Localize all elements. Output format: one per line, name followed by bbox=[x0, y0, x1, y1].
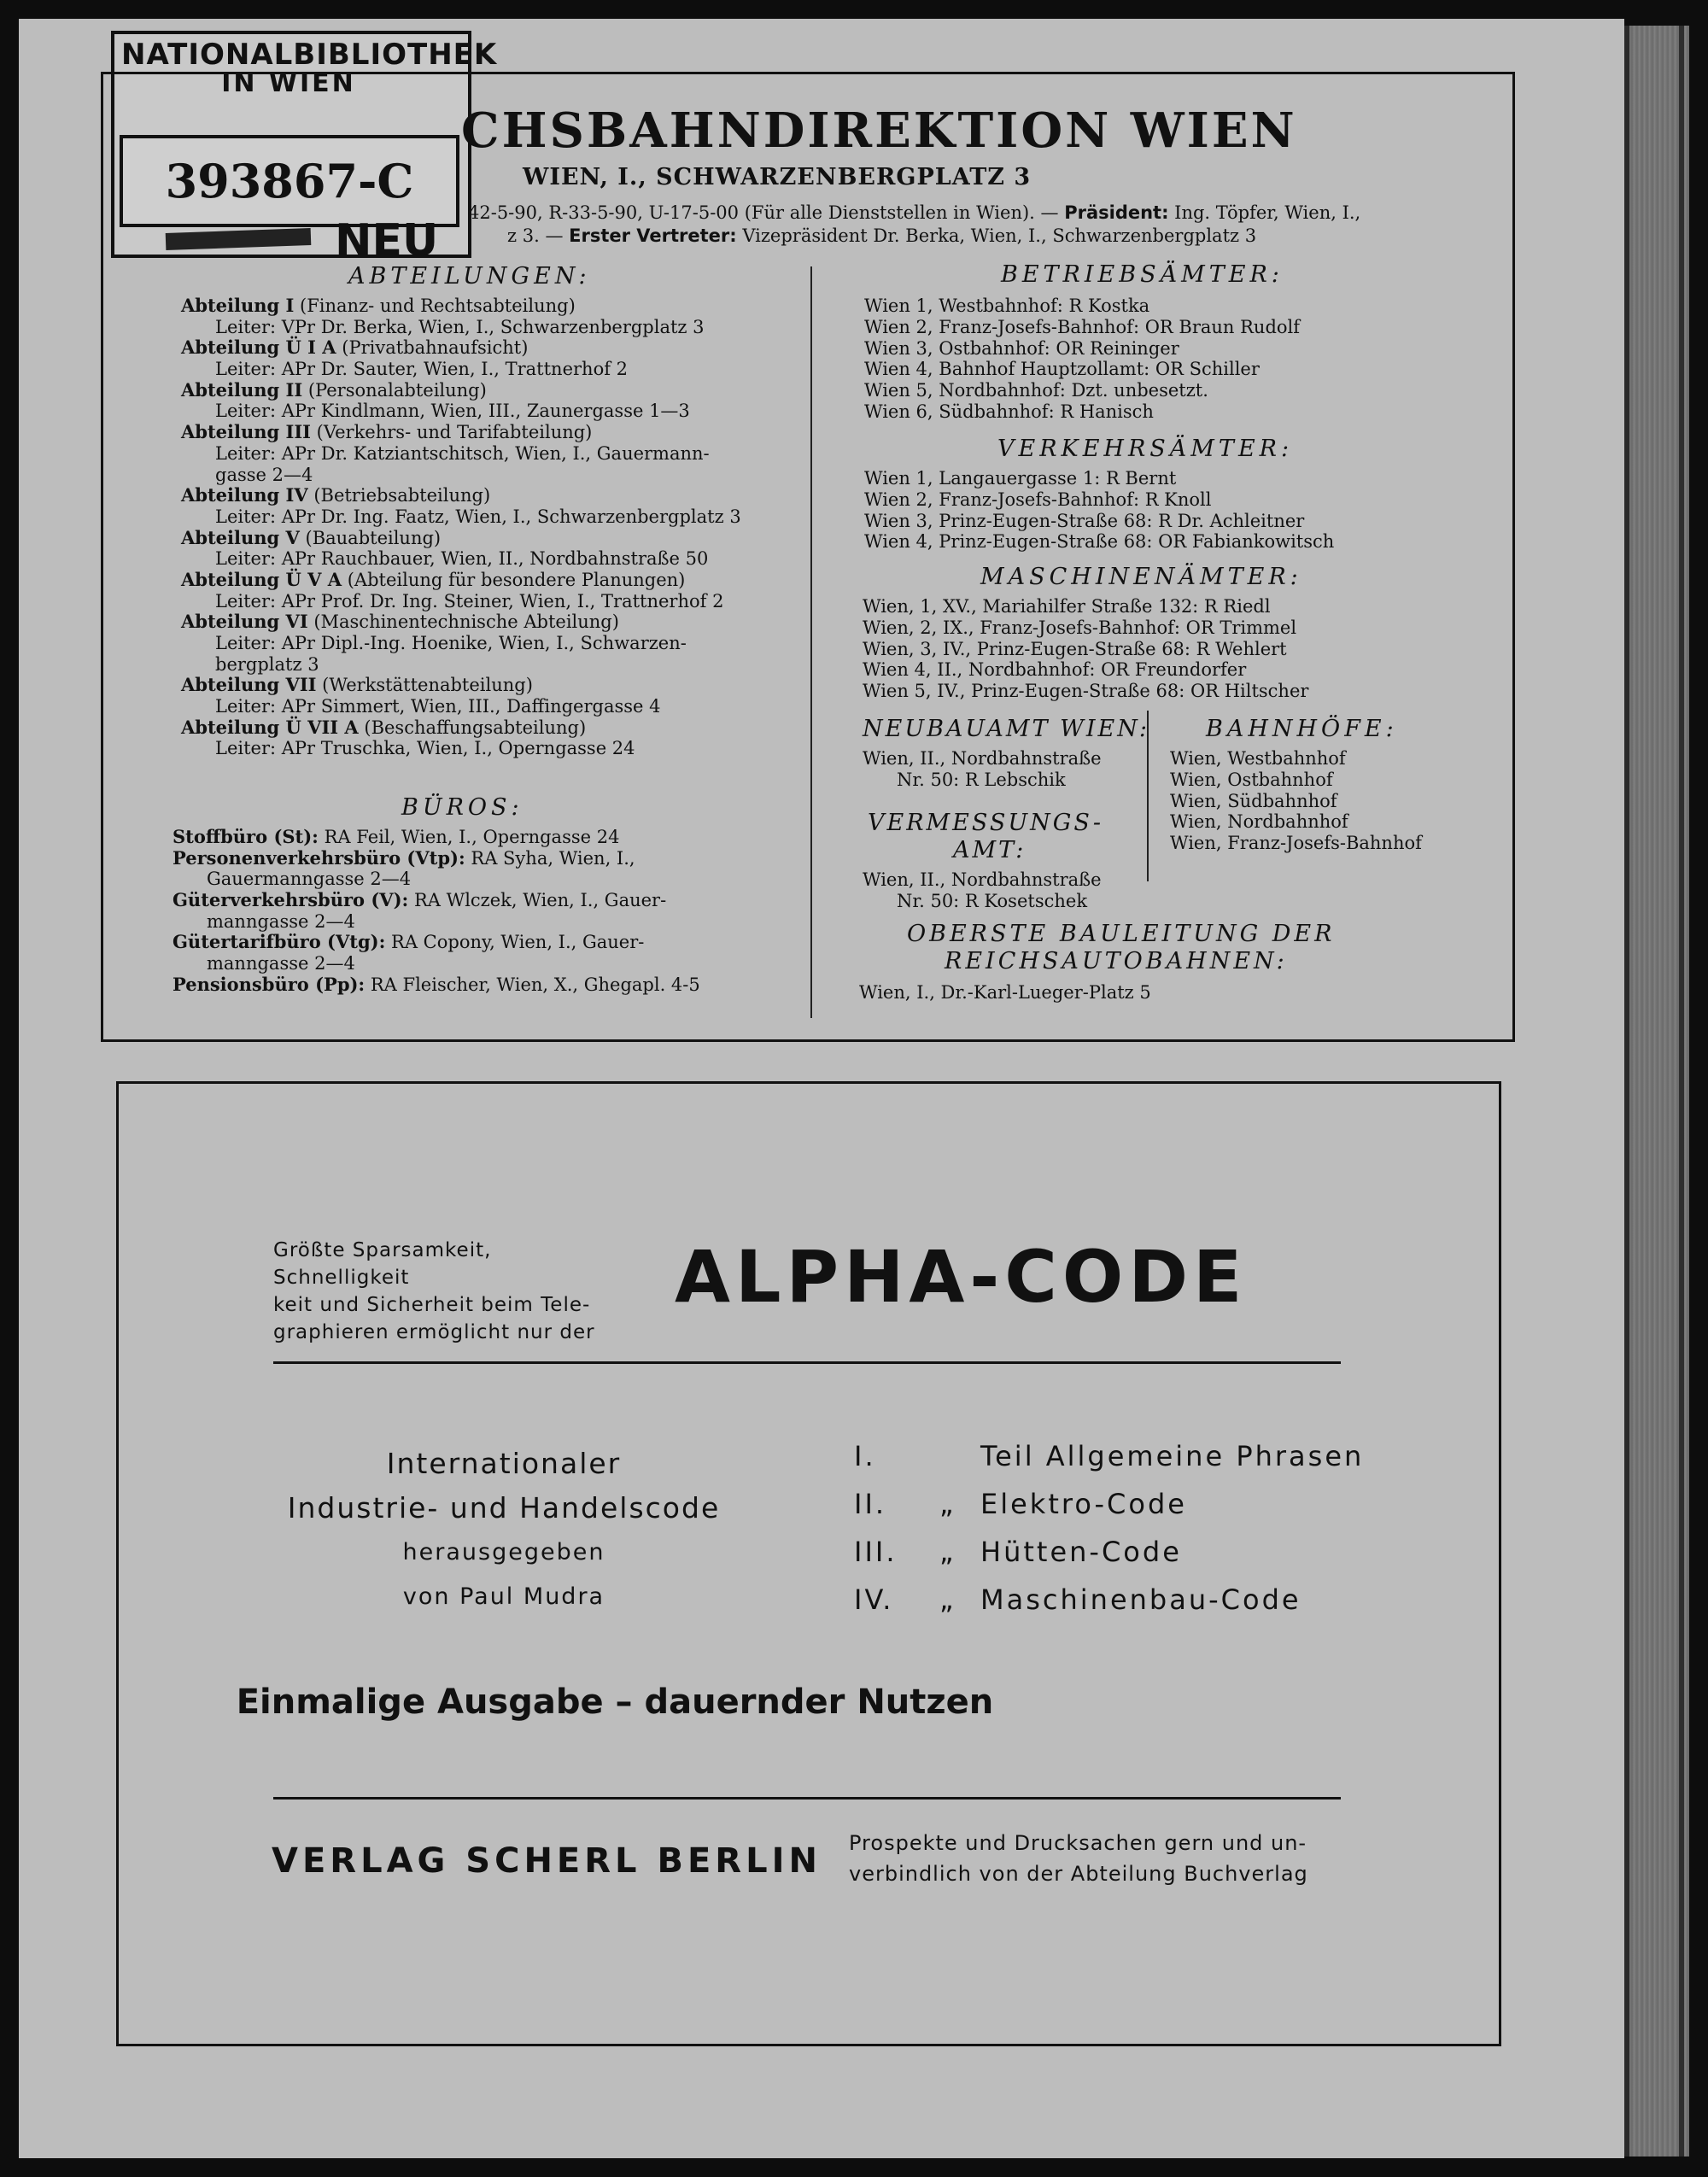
buero-text: Gauermanngasse 2—4 bbox=[207, 869, 412, 890]
abteilung-line bbox=[181, 485, 741, 506]
info-line-2-label: Erster Vertreter: bbox=[569, 225, 737, 246]
list-item: Wien, 2, IX., Franz-Josefs-Bahnhof: OR Trimmel bbox=[863, 617, 1297, 638]
ad-part-ditto: „ bbox=[939, 1583, 956, 1616]
ad-editor-line-2: von Paul Mudra bbox=[402, 1583, 605, 1610]
list-item: Wien 3, Prinz-Eugen-Straße 68: R Dr. Achleitner bbox=[864, 510, 1305, 531]
buero-text: manngasse 2—4 bbox=[207, 910, 355, 932]
ad-slogan: Einmalige Ausgabe – dauernder Nutzen bbox=[236, 1682, 994, 1722]
abteilung-name: Abteilung III bbox=[181, 421, 311, 443]
abteilung-name: Abteilung Ü VII A bbox=[181, 716, 359, 738]
oberste-bauleitung-heading-1: OBERSTE BAULEITUNG DER bbox=[907, 921, 1336, 947]
abteilung-name: Abteilung Ü V A bbox=[181, 568, 342, 590]
abteilung-leiter: Leiter: APr Dr. Ing. Faatz, Wien, I., Schwarzenbergplatz 3 bbox=[215, 506, 741, 527]
abteilung-name: Abteilung V bbox=[181, 526, 300, 548]
ad-title-line-1: Internationaler bbox=[386, 1447, 622, 1480]
ad-part-number: II. bbox=[854, 1488, 887, 1520]
stamp-call-number: 393867-C bbox=[120, 135, 459, 227]
ad-intro-line: Größte Sparsamkeit, Schnelligkeit bbox=[273, 1239, 492, 1289]
list-item: Wien 2, Franz-Josefs-Bahnhof: R Knoll bbox=[864, 489, 1212, 510]
list-item: Wien 4, Bahnhof Hauptzollamt: OR Schiller bbox=[864, 359, 1260, 380]
ad-publisher: VERLAG SCHERL BERLIN bbox=[272, 1841, 822, 1881]
info-line-1 bbox=[468, 202, 1360, 225]
buero-text: RA Fleischer, Wien, X., Ghegapl. 4-5 bbox=[365, 974, 700, 995]
bueros-list bbox=[173, 827, 700, 996]
ad-publisher-note-line-1: Prospekte und Drucksachen gern und un- bbox=[849, 1831, 1307, 1855]
ad-divider-top bbox=[273, 1361, 1341, 1364]
abteilung-leiter: Leiter: APr Prof. Dr. Ing. Steiner, Wien, I., Trattnerhof 2 bbox=[215, 590, 724, 612]
page-title: CHSBAHNDIREKTION WIEN bbox=[461, 102, 1297, 159]
ad-part-title: Elektro-Code bbox=[980, 1488, 1187, 1520]
bahnhoefe-heading: BAHNHÖFE: bbox=[1206, 716, 1398, 742]
oberste-bauleitung-heading-2: REICHSAUTOBAHNEN: bbox=[945, 948, 1288, 974]
buero-line bbox=[173, 827, 700, 848]
list-item: Nr. 50: R Kosetschek bbox=[897, 890, 1088, 911]
oberste-bauleitung-line: Wien, I., Dr.-Karl-Lueger-Platz 5 bbox=[859, 982, 1151, 1003]
ad-code-description bbox=[256, 1442, 752, 1619]
betriebsaemter-list bbox=[864, 296, 1300, 423]
abteilung-desc: (Verkehrs- und Tarifabteilung) bbox=[311, 422, 593, 443]
list-item: Wien, Ostbahnhof bbox=[1170, 769, 1333, 790]
abteilung-desc: (Beschaffungsabteilung) bbox=[358, 717, 587, 738]
abteilungen-heading: ABTEILUNGEN: bbox=[348, 263, 591, 290]
info-line-2-suffix: Vizepräsident Dr. Berka, Wien, I., Schwarzenbergplatz 3 bbox=[736, 225, 1257, 246]
neubauamt-list bbox=[863, 748, 1102, 791]
list-item: Wien 6, Südbahnhof: R Hanisch bbox=[864, 401, 1154, 422]
list-item: Wien, 3, IV., Prinz-Eugen-Straße 68: R Wehlert bbox=[863, 638, 1287, 659]
abteilung-leiter: Leiter: APr Rauchbauer, Wien, II., Nordbahnstraße 50 bbox=[215, 548, 709, 570]
bueros-heading: BÜROS: bbox=[401, 794, 524, 821]
list-item: Wien 4, Prinz-Eugen-Straße 68: OR Fabiankowitsch bbox=[864, 531, 1335, 553]
abteilung-desc: (Personalabteilung) bbox=[302, 379, 487, 401]
abteilung-name: Abteilung II bbox=[181, 378, 303, 401]
ad-publisher-note bbox=[849, 1828, 1361, 1889]
list-item: Wien, Nordbahnhof bbox=[1170, 811, 1348, 833]
abteilung-leiter: Leiter: APr Simmert, Wien, III., Daffingergasse 4 bbox=[215, 696, 661, 717]
ad-part-title: Maschinenbau-Code bbox=[980, 1583, 1301, 1616]
buero-text: RA Copony, Wien, I., Gauer- bbox=[385, 932, 645, 953]
buero-name: Pensionsbüro (Pp): bbox=[173, 973, 366, 995]
ad-product-name: ALPHA-CODE bbox=[675, 1235, 1248, 1319]
info-line-2-prefix: z 3. — bbox=[507, 225, 570, 246]
abteilung-leiter: gasse 2—4 bbox=[215, 464, 313, 485]
header-info bbox=[468, 202, 1360, 248]
buero-line bbox=[173, 890, 700, 911]
abteilung-name: Abteilung VI bbox=[181, 611, 308, 633]
ad-part-title: Hütten-Code bbox=[980, 1536, 1182, 1568]
abteilung-desc: (Abteilung für besondere Planungen) bbox=[342, 569, 686, 590]
abteilung-leiter: Leiter: APr Kindlmann, Wien, III., Zaunergasse 1—3 bbox=[215, 401, 690, 422]
abteilung-name: Abteilung VII bbox=[181, 674, 317, 696]
info-line-1-prefix: 42-5-90, R-33-5-90, U-17-5-00 (Für alle Dienststellen in Wien). — bbox=[468, 202, 1065, 223]
abteilung-line bbox=[181, 675, 741, 696]
list-item: Wien, II., Nordbahnstraße bbox=[863, 748, 1102, 769]
vermessungsamt-list bbox=[863, 869, 1102, 912]
ad-publisher-note-line-2: verbindlich von der Abteilung Buchverlag bbox=[849, 1862, 1308, 1886]
list-item: Wien, Westbahnhof bbox=[1170, 748, 1346, 769]
abteilung-desc: (Betriebsabteilung) bbox=[307, 485, 491, 506]
oberste-bauleitung-address bbox=[859, 982, 1151, 1004]
list-item: Wien 2, Franz-Josefs-Bahnhof: OR Braun Rudolf bbox=[864, 316, 1301, 337]
abteilung-desc: (Finanz- und Rechtsabteilung) bbox=[294, 296, 576, 316]
abteilung-name: Abteilung IV bbox=[181, 484, 308, 506]
buero-line bbox=[173, 953, 700, 974]
abteilung-desc: (Bauabteilung) bbox=[299, 527, 442, 548]
list-item: Wien, Südbahnhof bbox=[1170, 790, 1337, 811]
verkehrsaemter-list bbox=[864, 468, 1334, 553]
abteilung-line bbox=[181, 717, 741, 739]
buero-name: Stoffbüro (St): bbox=[173, 826, 319, 847]
list-item: Wien 5, IV., Prinz-Eugen-Straße 68: OR Hiltscher bbox=[863, 681, 1309, 702]
list-item: Wien 5, Nordbahnhof: Dzt. unbesetzt. bbox=[864, 380, 1208, 401]
info-line-2 bbox=[468, 225, 1360, 248]
ad-intro-line: graphieren ermöglicht nur der bbox=[273, 1321, 595, 1343]
vermessungsamt-heading-2: AMT: bbox=[953, 837, 1027, 863]
buero-line bbox=[173, 848, 700, 869]
stamp-tag: NEU bbox=[335, 215, 439, 266]
ad-title-line-2: Industrie- und Handelscode bbox=[287, 1491, 721, 1524]
list-item: Wien, Franz-Josefs-Bahnhof bbox=[1170, 833, 1422, 854]
abteilung-name: Abteilung I bbox=[181, 295, 295, 316]
list-item: Wien 3, Ostbahnhof: OR Reininger bbox=[864, 337, 1179, 359]
ad-part-number: III. bbox=[854, 1536, 898, 1568]
abteilung-leiter: Leiter: APr Dr. Katziantschitsch, Wien, I., Gauermann- bbox=[215, 442, 710, 464]
book-spine bbox=[1624, 26, 1689, 2157]
buero-text: RA Wlczek, Wien, I., Gauer- bbox=[408, 890, 667, 911]
header-address: WIEN, I., SCHWARZENBERGPLATZ 3 bbox=[523, 164, 1032, 190]
list-item: Wien, II., Nordbahnstraße bbox=[863, 869, 1102, 890]
buero-line bbox=[173, 932, 700, 953]
abteilung-name: Abteilung Ü I A bbox=[181, 336, 336, 359]
buero-name: Güterverkehrsbüro (V): bbox=[173, 889, 409, 911]
betriebsaemter-heading: BETRIEBSÄMTER: bbox=[1001, 261, 1284, 288]
buero-line bbox=[173, 974, 700, 996]
abteilungen-list bbox=[181, 296, 741, 759]
abteilung-line bbox=[181, 570, 741, 591]
ad-part-title: Teil Allgemeine Phrasen bbox=[980, 1440, 1365, 1472]
maschinenaemter-list bbox=[863, 596, 1308, 702]
buero-name: Personenverkehrsbüro (Vtp): bbox=[173, 846, 465, 869]
buero-text: manngasse 2—4 bbox=[207, 953, 355, 974]
abteilung-line bbox=[181, 612, 741, 633]
column-divider bbox=[810, 266, 812, 1018]
ad-part-ditto: „ bbox=[939, 1536, 956, 1568]
ad-part-number: I. bbox=[854, 1440, 876, 1472]
abteilung-desc: (Maschinentechnische Abteilung) bbox=[307, 612, 619, 633]
abteilung-line bbox=[181, 337, 741, 359]
buero-name: Gütertarifbüro (Vtg): bbox=[173, 931, 386, 953]
abteilung-leiter: Leiter: APr Dipl.-Ing. Hoenike, Wien, I., Schwarzen- bbox=[215, 633, 687, 653]
ad-intro-line: keit und Sicherheit beim Tele- bbox=[273, 1294, 591, 1316]
abteilung-desc: (Werkstättenabteilung) bbox=[316, 675, 533, 696]
neubauamt-heading: NEUBAUAMT WIEN: bbox=[863, 716, 1149, 742]
abteilung-line bbox=[181, 528, 741, 549]
verkehrsaemter-heading: VERKEHRSÄMTER: bbox=[997, 436, 1294, 462]
buero-line bbox=[173, 911, 700, 933]
list-item: Wien, 1, XV., Mariahilfer Straße 132: R Riedl bbox=[863, 596, 1271, 617]
ad-editor-line-1: herausgegeben bbox=[402, 1539, 605, 1565]
bahnhoefe-list bbox=[1170, 748, 1422, 854]
abteilung-leiter: Leiter: APr Truschka, Wien, I., Operngasse 24 bbox=[215, 738, 635, 759]
abteilung-line bbox=[181, 296, 741, 317]
ad-part-ditto: „ bbox=[939, 1488, 956, 1520]
ad-divider-bottom bbox=[273, 1797, 1341, 1800]
vermessungsamt-heading-1: VERMESSUNGS- bbox=[868, 810, 1103, 836]
buero-text: RA Syha, Wien, I., bbox=[465, 847, 635, 869]
abteilung-line bbox=[181, 422, 741, 443]
stamp-line-2: IN WIEN bbox=[221, 68, 356, 98]
list-item: Wien 1, Langauergasse 1: R Bernt bbox=[864, 468, 1177, 489]
abteilung-line bbox=[181, 380, 741, 401]
abteilung-desc: (Privatbahnaufsicht) bbox=[336, 337, 529, 359]
ad-intro-text bbox=[273, 1237, 632, 1346]
list-item: Wien 4, II., Nordbahnhof: OR Freundorfer bbox=[863, 659, 1247, 681]
abteilung-leiter: Leiter: APr Dr. Sauter, Wien, I., Trattnerhof 2 bbox=[215, 359, 629, 380]
maschinenaemter-heading: MASCHINENÄMTER: bbox=[980, 564, 1302, 590]
abteilung-leiter: Leiter: VPr Dr. Berka, Wien, I., Schwarzenbergplatz 3 bbox=[215, 316, 705, 337]
info-line-1-label: Präsident: bbox=[1064, 202, 1169, 223]
ad-part-number: IV. bbox=[854, 1583, 894, 1616]
buero-text: RA Feil, Wien, I., Operngasse 24 bbox=[318, 827, 620, 847]
buero-line bbox=[173, 869, 700, 890]
abteilung-leiter: bergplatz 3 bbox=[215, 653, 319, 675]
list-item: Wien 1, Westbahnhof: R Kostka bbox=[864, 296, 1150, 316]
list-item: Nr. 50: R Lebschik bbox=[897, 769, 1066, 790]
info-line-1-suffix: Ing. Töpfer, Wien, I., bbox=[1168, 202, 1361, 223]
stamp-line-1: NATIONALBIBLIOTHEK bbox=[121, 38, 498, 72]
